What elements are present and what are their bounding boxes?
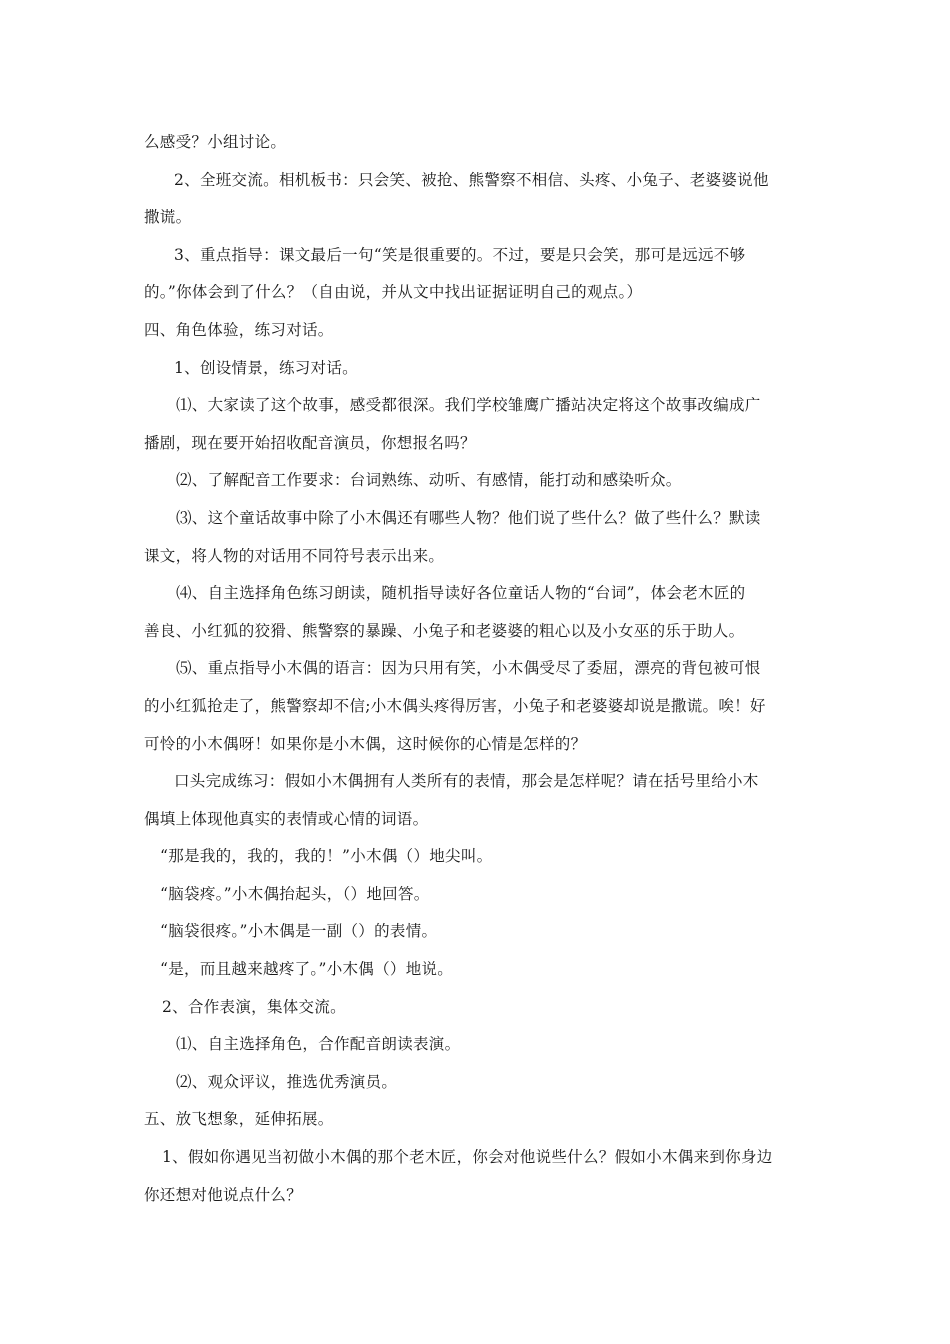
text-line: ⑷、自主选择角色练习朗读，随机指导读好各位童话人物的“台词”，体会老木匠的 bbox=[176, 584, 746, 603]
text-line: 2、合作表演，集体交流。 bbox=[162, 997, 346, 1016]
text-line: ⑵、了解配音工作要求：台词熟练、动听、有感情，能打动和感染听众。 bbox=[176, 471, 682, 490]
text-line: “脑袋疼。”小木偶抬起头，（）地回答。 bbox=[160, 884, 430, 903]
text-line: 善良、小红狐的狡猾、熊警察的暴躁、小兔子和老婆婆的粗心以及小女巫的乐于助人。 bbox=[144, 621, 745, 640]
document-body bbox=[144, 124, 808, 1214]
text-line: 1、假如你遇见当初做小木偶的那个老木匠，你会对他说些什么？假如小木偶来到你身边 bbox=[162, 1148, 773, 1167]
text-line: ⑸、重点指导小木偶的语言：因为只用有笑，小木偶受尽了委屈，漂亮的背包被可恨 bbox=[176, 659, 761, 678]
text-line: ⑴、自主选择角色，合作配音朗读表演。 bbox=[176, 1035, 461, 1054]
text-line: ⑵、观众评议，推选优秀演员。 bbox=[176, 1072, 398, 1091]
text-line: 五、放飞想象，延伸拓展。 bbox=[144, 1110, 334, 1129]
text-line: ⑶、这个童话故事中除了小木偶还有哪些人物？他们说了些什么？做了些什么？默读 bbox=[176, 508, 761, 527]
text-line: 课文，将人物的对话用不同符号表示出来。 bbox=[144, 546, 445, 565]
text-line: “是，而且越来越疼了。”小木偶（）地说。 bbox=[160, 960, 454, 979]
text-line: “那是我的，我的，我的！”小木偶（）地尖叫。 bbox=[160, 847, 493, 866]
text-line: 可怜的小木偶呀！如果你是小木偶，这时候你的心情是怎样的？ bbox=[144, 734, 587, 753]
text-line: 1、创设情景，练习对话。 bbox=[174, 358, 358, 377]
text-line: 偶填上体现他真实的表情或心情的词语。 bbox=[144, 809, 429, 828]
text-line: 播剧，现在要开始招收配音演员，你想报名吗？ bbox=[144, 433, 476, 452]
text-line: “脑袋很疼。”小木偶是一副（）的表情。 bbox=[160, 922, 438, 941]
text-line: 的小红狐抢走了，熊警察却不信;小木偶头疼得厉害，小兔子和老婆婆却说是撒谎。唉！好 bbox=[144, 696, 766, 715]
text-line: 口头完成练习：假如小木偶拥有人类所有的表情，那会是怎样呢？请在括号里给小木 bbox=[174, 772, 759, 791]
text-line: 撒谎。 bbox=[144, 208, 192, 227]
text-line: 么感受？小组讨论。 bbox=[144, 133, 287, 151]
text-line: 四、角色体验，练习对话。 bbox=[144, 320, 334, 339]
text-line: 3、重点指导：课文最后一句“笑是很重要的。不过，要是只会笑，那可是远远不够 bbox=[174, 245, 746, 264]
text-line: 的。”你体会到了什么？（自由说，并从文中找出证据证明自己的观点。） bbox=[144, 283, 643, 302]
text-line: 2、全班交流。相机板书：只会笑、被抢、熊警察不相信、头疼、小兔子、老婆婆说他 bbox=[174, 170, 769, 189]
text-line: ⑴、大家读了这个故事，感受都很深。我们学校雏鹰广播站决定将这个故事改编成广 bbox=[176, 396, 761, 415]
text-line: 你还想对他说点什么？ bbox=[144, 1185, 303, 1204]
